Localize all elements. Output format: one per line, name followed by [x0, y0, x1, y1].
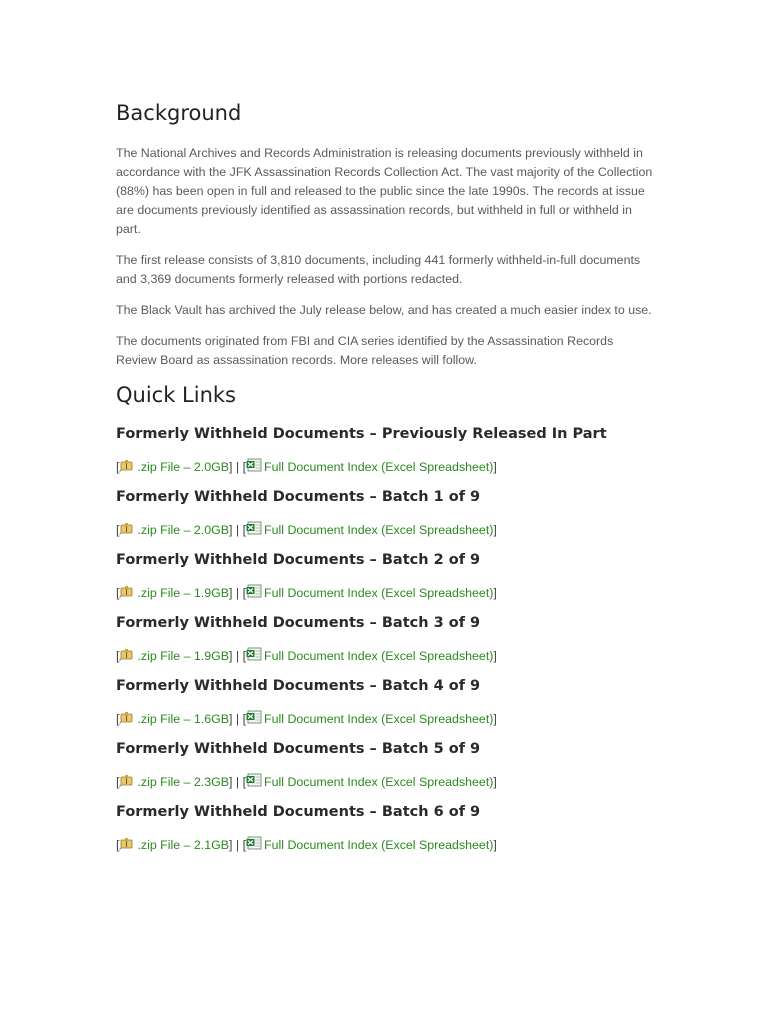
zip-archive-icon — [119, 774, 135, 791]
quick-links-list — [116, 424, 656, 854]
bracket-open: [ — [116, 460, 120, 474]
zip-download-link[interactable] — [119, 838, 229, 852]
link-group-title: Formerly Withheld Documents – Batch 4 of 9 — [116, 678, 481, 694]
zip-link-label: .zip File – 1.9GB — [137, 586, 230, 600]
bracket-close: ] — [493, 712, 497, 726]
link-separator: ] | [ — [229, 523, 247, 537]
bracket-close: ] — [493, 460, 497, 474]
zip-link-label: .zip File – 1.9GB — [137, 649, 230, 663]
zip-link-label: .zip File – 2.3GB — [137, 775, 230, 789]
bracket-open: [ — [116, 586, 120, 600]
link-separator: ] | [ — [229, 838, 247, 852]
excel-spreadsheet-icon — [246, 647, 262, 665]
link-group-title: Formerly Withheld Documents – Batch 3 of 9 — [116, 615, 481, 631]
background-heading: Background — [116, 101, 242, 125]
link-group-title: Formerly Withheld Documents – Batch 1 of 9 — [116, 489, 481, 505]
excel-spreadsheet-icon — [246, 836, 262, 854]
link-group — [116, 487, 656, 539]
link-row — [116, 584, 656, 602]
excel-spreadsheet-icon — [246, 584, 262, 602]
bracket-open: [ — [116, 712, 120, 726]
bracket-close: ] — [493, 586, 497, 600]
background-paragraph-2: The first release consists of 3,810 documents, including 441 formerly withheld-in-full documents and 3,369 documents formerly released with portions redacted. — [116, 253, 641, 286]
bracket-close: ] — [493, 775, 497, 789]
zip-archive-icon — [119, 711, 135, 728]
zip-archive-icon — [119, 459, 135, 476]
link-row — [116, 710, 656, 728]
bracket-close: ] — [493, 649, 497, 663]
excel-spreadsheet-icon — [246, 710, 262, 728]
link-group — [116, 739, 656, 791]
index-spreadsheet-link[interactable] — [246, 775, 493, 789]
link-separator: ] | [ — [229, 649, 247, 663]
zip-archive-icon — [119, 585, 135, 602]
excel-spreadsheet-icon — [246, 521, 262, 539]
index-link-label: Full Document Index (Excel Spreadsheet) — [264, 712, 494, 726]
link-separator: ] | [ — [229, 460, 247, 474]
link-group — [116, 424, 656, 476]
index-spreadsheet-link[interactable] — [246, 838, 493, 852]
zip-archive-icon — [119, 648, 135, 665]
link-group — [116, 802, 656, 854]
link-group-title: Formerly Withheld Documents – Batch 6 of 9 — [116, 804, 481, 820]
link-group-title: Formerly Withheld Documents – Batch 2 of 9 — [116, 552, 481, 568]
zip-archive-icon — [119, 837, 135, 854]
link-group — [116, 676, 656, 728]
link-separator: ] | [ — [229, 775, 247, 789]
link-group — [116, 613, 656, 665]
zip-download-link[interactable] — [119, 523, 229, 537]
index-spreadsheet-link[interactable] — [246, 712, 493, 726]
document-content — [116, 100, 656, 865]
zip-download-link[interactable] — [119, 712, 229, 726]
link-row — [116, 521, 656, 539]
bracket-close: ] — [493, 523, 497, 537]
zip-link-label: .zip File – 1.6GB — [137, 712, 230, 726]
index-link-label: Full Document Index (Excel Spreadsheet) — [264, 775, 494, 789]
bracket-open: [ — [116, 523, 120, 537]
background-paragraph-4: The documents originated from FBI and CIA series identified by the Assassination Records Review Board as assassination records. More releases will follow. — [116, 334, 614, 367]
link-row — [116, 836, 656, 854]
link-separator: ] | [ — [229, 586, 247, 600]
link-row — [116, 458, 656, 476]
link-group-title: Formerly Withheld Documents – Batch 5 of 9 — [116, 741, 481, 757]
bracket-open: [ — [116, 838, 120, 852]
bracket-close: ] — [493, 838, 497, 852]
index-link-label: Full Document Index (Excel Spreadsheet) — [264, 838, 494, 852]
link-group-title: Formerly Withheld Documents – Previously Released In Part — [116, 426, 607, 442]
background-paragraph-3: The Black Vault has archived the July release below, and has created a much easier index to use. — [116, 303, 652, 317]
index-spreadsheet-link[interactable] — [246, 586, 493, 600]
index-link-label: Full Document Index (Excel Spreadsheet) — [264, 586, 494, 600]
link-group — [116, 550, 656, 602]
background-paragraph-1: The National Archives and Records Administration is releasing documents previously withheld in accordance with the JFK Assassination Records Collection Act. The vast majority of the Collection (88%) has been open in full and released to the public since the late 1990s. The records at issue are documents previously identified as assassination records, but withheld in full or withheld in part. — [116, 146, 653, 236]
link-row — [116, 647, 656, 665]
zip-download-link[interactable] — [119, 775, 229, 789]
index-link-label: Full Document Index (Excel Spreadsheet) — [264, 460, 494, 474]
zip-download-link[interactable] — [119, 649, 229, 663]
zip-archive-icon — [119, 522, 135, 539]
excel-spreadsheet-icon — [246, 458, 262, 476]
index-link-label: Full Document Index (Excel Spreadsheet) — [264, 523, 494, 537]
quick-links-heading: Quick Links — [116, 383, 237, 407]
index-spreadsheet-link[interactable] — [246, 649, 493, 663]
index-spreadsheet-link[interactable] — [246, 460, 493, 474]
zip-link-label: .zip File – 2.0GB — [137, 523, 230, 537]
zip-link-label: .zip File – 2.0GB — [137, 460, 230, 474]
zip-download-link[interactable] — [119, 460, 229, 474]
zip-link-label: .zip File – 2.1GB — [137, 838, 230, 852]
excel-spreadsheet-icon — [246, 773, 262, 791]
zip-download-link[interactable] — [119, 586, 229, 600]
bracket-open: [ — [116, 649, 120, 663]
link-row — [116, 773, 656, 791]
index-link-label: Full Document Index (Excel Spreadsheet) — [264, 649, 494, 663]
bracket-open: [ — [116, 775, 120, 789]
link-separator: ] | [ — [229, 712, 247, 726]
index-spreadsheet-link[interactable] — [246, 523, 493, 537]
